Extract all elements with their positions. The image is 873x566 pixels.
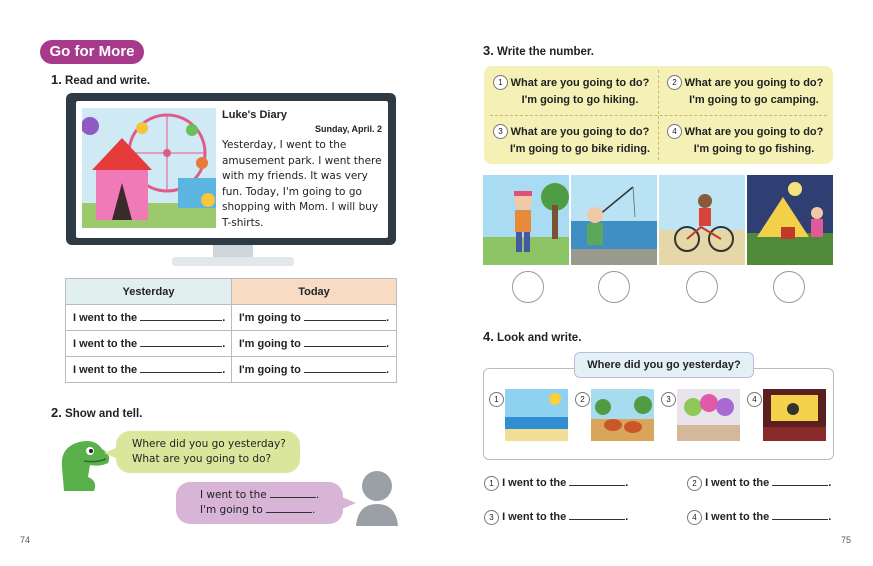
- diary-text: [222, 138, 384, 231]
- section-3-heading: [483, 43, 594, 58]
- person-silhouette-icon: [354, 468, 400, 526]
- write-line: [484, 476, 628, 491]
- diary-line: fun. Today, I'm going to go: [222, 185, 362, 198]
- line-number: 4: [687, 510, 702, 525]
- question-text: What are you going to do?: [510, 126, 650, 138]
- zoo-picture: [591, 389, 654, 441]
- cell-prefix: I went to the: [73, 312, 138, 324]
- section-4-number: 4.: [483, 329, 494, 344]
- line-number: 3: [484, 510, 499, 525]
- answer-text: I'm going to go fishing.: [693, 143, 815, 155]
- section-3-title: Write the number.: [497, 46, 594, 58]
- line-period: .: [828, 477, 832, 489]
- today-cell[interactable]: [232, 331, 397, 357]
- bike-riding-picture: [659, 175, 745, 265]
- question-number: 1: [493, 75, 508, 90]
- header-today: Today: [232, 279, 397, 305]
- section-badge: Go for More: [40, 40, 144, 64]
- hiking-picture: [483, 175, 569, 265]
- answer-blank[interactable]: [569, 510, 625, 520]
- question-number: 4: [667, 124, 682, 139]
- line-prefix: I went to the: [502, 477, 567, 489]
- section-2-number: 2.: [51, 405, 62, 420]
- answer-circle[interactable]: [773, 271, 805, 303]
- answer-blank[interactable]: [266, 503, 312, 513]
- section-3-number: 3.: [483, 43, 494, 58]
- museum-picture: [677, 389, 740, 441]
- yesterday-cell[interactable]: [66, 305, 232, 331]
- place-number: 1: [489, 392, 504, 407]
- answer-blank[interactable]: [569, 476, 625, 486]
- answer-blank[interactable]: [772, 510, 828, 520]
- answer-text: I'm going to go camping.: [689, 94, 819, 106]
- table-row: [66, 331, 397, 357]
- dinosaur-character: [54, 437, 116, 493]
- bubble-period: .: [316, 489, 320, 501]
- bubble-prefix: I'm going to: [200, 504, 263, 516]
- question-item: [505, 75, 655, 109]
- question-pill: Where did you go yesterday?: [574, 352, 754, 378]
- line-prefix: I went to the: [705, 477, 770, 489]
- cell-prefix: I'm going to: [239, 364, 301, 376]
- section-2-title: Show and tell.: [65, 408, 143, 420]
- line-number: 1: [484, 476, 499, 491]
- answer-text: I'm going to go hiking.: [521, 94, 639, 106]
- question-item: [679, 75, 829, 109]
- answer-blank[interactable]: [304, 311, 386, 321]
- bubble-line: Where did you go yesterday?: [132, 438, 286, 450]
- line-prefix: I went to the: [502, 511, 567, 523]
- fishing-picture: [571, 175, 657, 265]
- divider: [490, 115, 827, 116]
- bubble-tail: [104, 447, 118, 459]
- write-line: [484, 510, 628, 525]
- cell-period: .: [222, 338, 226, 350]
- question-text: What are you going to do?: [684, 126, 824, 138]
- table-header-row: [66, 279, 397, 305]
- section-4-title: Look and write.: [497, 332, 582, 344]
- yesterday-today-table: [65, 278, 397, 383]
- question-text: What are you going to do?: [510, 77, 650, 89]
- monitor-base: [172, 257, 294, 266]
- write-line: [687, 510, 831, 525]
- cell-period: .: [385, 312, 390, 324]
- question-number: 2: [667, 75, 682, 90]
- section-2-heading: [51, 405, 142, 420]
- cell-period: .: [222, 312, 226, 324]
- answer-text: I'm going to go bike riding.: [509, 143, 651, 155]
- place-number: 4: [747, 392, 762, 407]
- cell-prefix: I'm going to: [239, 338, 301, 350]
- answer-blank[interactable]: [270, 488, 316, 498]
- answer-blank[interactable]: [304, 337, 386, 347]
- cell-prefix: I'm going to: [239, 312, 301, 324]
- answer-blank[interactable]: [304, 363, 386, 373]
- line-period: .: [828, 511, 832, 523]
- today-cell[interactable]: [232, 305, 397, 331]
- diary-line: shopping with Mom. I will buy: [222, 201, 379, 213]
- line-number: 2: [687, 476, 702, 491]
- bubble-line: [200, 488, 319, 503]
- cell-period: .: [385, 364, 390, 376]
- camping-picture: [747, 175, 833, 265]
- diary-line: with my friends. It was very: [222, 170, 368, 182]
- diary-line: amusement park. I went there: [222, 154, 382, 167]
- answer-blank[interactable]: [140, 337, 222, 347]
- section-1-number: 1.: [51, 72, 62, 87]
- bubble-prefix: I went to the: [200, 489, 267, 501]
- place-number: 2: [575, 392, 590, 407]
- section-1-title: Read and write.: [65, 75, 151, 87]
- page-number-right: 75: [841, 535, 852, 545]
- speech-bubble-question: [116, 431, 300, 473]
- amusement-park-illustration: [82, 108, 216, 228]
- header-yesterday: Yesterday: [66, 279, 232, 305]
- diary-date: Sunday, April. 2: [314, 124, 382, 134]
- movie-theater-picture: [763, 389, 826, 441]
- answer-circle[interactable]: [598, 271, 630, 303]
- diary-title: Luke's Diary: [222, 109, 287, 121]
- bubble-line: What are you going to do?: [132, 453, 272, 465]
- question-number: 3: [493, 124, 508, 139]
- line-period: .: [625, 477, 629, 489]
- answer-circle[interactable]: [512, 271, 544, 303]
- section-1-heading: [51, 72, 150, 87]
- diary-line: T-shirts.: [222, 216, 264, 229]
- answer-blank[interactable]: [140, 311, 222, 321]
- yesterday-cell[interactable]: [66, 331, 232, 357]
- diary-line: Yesterday, I went to the: [222, 139, 347, 151]
- cell-period: .: [385, 338, 390, 350]
- answer-blank[interactable]: [140, 363, 222, 373]
- bubble-period: .: [312, 504, 316, 516]
- cell-prefix: I went to the: [73, 338, 138, 350]
- today-cell[interactable]: [232, 357, 397, 383]
- table-row: [66, 305, 397, 331]
- question-item: [679, 124, 829, 158]
- section-4-heading: [483, 329, 581, 344]
- bubble-line: [200, 503, 319, 518]
- page-number-left: 74: [20, 535, 31, 545]
- beach-picture: [505, 389, 568, 441]
- answer-blank[interactable]: [772, 476, 828, 486]
- line-prefix: I went to the: [705, 511, 770, 523]
- question-item: [505, 124, 655, 158]
- table-row: [66, 357, 397, 383]
- write-line: [687, 476, 831, 491]
- cell-prefix: I went to the: [73, 364, 138, 376]
- question-text: What are you going to do?: [684, 77, 824, 89]
- answer-circle[interactable]: [686, 271, 718, 303]
- line-period: .: [625, 511, 629, 523]
- yesterday-cell[interactable]: [66, 357, 232, 383]
- place-number: 3: [661, 392, 676, 407]
- cell-period: .: [222, 364, 226, 376]
- speech-bubble-answer: [176, 482, 343, 524]
